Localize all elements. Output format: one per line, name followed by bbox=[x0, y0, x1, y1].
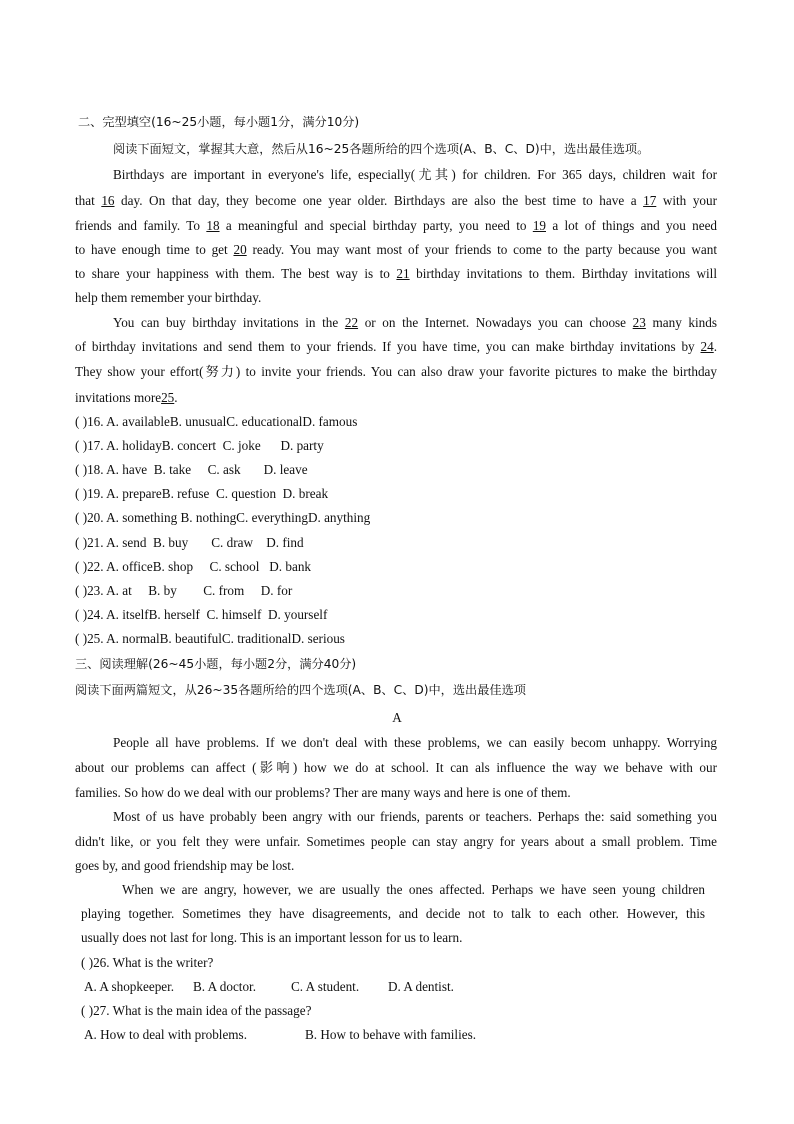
q26-option-b: B. A doctor. bbox=[193, 979, 257, 994]
option-row-20: ( )20. A. something B. nothingC. everythingD. anything bbox=[75, 510, 371, 525]
cloze-p2-line1: You can buy birthday invitations in the 22 or on the Internet. Nowadays you can choose 23 many kinds bbox=[113, 315, 717, 330]
q27-option-b: B. How to behave with families. bbox=[305, 1027, 477, 1042]
cloze-p1-line3: friends and family. To 18 a meaningful and special birthday party, you need to 19 a lot of things and you need bbox=[75, 218, 718, 233]
blank-19: 19 bbox=[532, 218, 546, 233]
passage-a-p2-line3: goes by, and good friendship may be lost. bbox=[75, 858, 295, 873]
passage-a-p2-line2: didn't like, or you felt they were unfair. Sometimes people can stay angry for years about a small problem. Time bbox=[75, 834, 717, 849]
cloze-p2-line2: of birthday invitations and send them to your friends. If you have time, you can make birthday invitations by 24. bbox=[75, 339, 717, 354]
q26-option-c: C. A student. bbox=[291, 979, 360, 994]
q26-option-d: D. A dentist. bbox=[388, 979, 454, 994]
blank-17: 17 bbox=[643, 193, 657, 208]
passage-a-p2-line1: Most of us have probably been angry with our friends, parents or teachers. Perhaps the: said something you bbox=[113, 809, 717, 824]
option-row-17: ( )17. A. holidayB. concert C. joke D. party bbox=[75, 438, 324, 453]
option-row-22: ( )22. A. officeB. shop C. school D. bank bbox=[75, 559, 312, 574]
cloze-p1-line2: that 16 day. On that day, they become one year older. Birthdays are also the best time to have a 17 with your bbox=[75, 193, 717, 208]
passage-a-p3-line1: When we are angry, however, we are usually the ones affected. Perhaps we have seen young children bbox=[122, 882, 705, 897]
cloze-p2-line4: invitations more25. bbox=[75, 390, 178, 405]
cloze-p1-line1: Birthdays are important in everyone's life, especially(尤其) for children. For 365 days, children wait for bbox=[113, 167, 717, 182]
passage-a-p3-line3: usually does not last for long. This is an important lesson for us to learn. bbox=[81, 930, 463, 945]
blank-16: 16 bbox=[101, 193, 115, 208]
q27-option-a: A. How to deal with problems. bbox=[84, 1027, 247, 1042]
passage-a-p1-line3: families. So how do we deal with our problems? Ther are many ways and here is one of them. bbox=[75, 785, 571, 800]
option-row-18: ( )18. A. have B. take C. ask D. leave bbox=[75, 462, 308, 477]
blank-18: 18 bbox=[206, 218, 220, 233]
passage-label: A bbox=[392, 710, 402, 725]
cloze-p1-line6: help them remember your birthday. bbox=[75, 290, 262, 305]
option-row-23: ( )23. A. at B. by C. from D. for bbox=[75, 583, 293, 598]
passage-a-p1-line1: People all have problems. If we don't deal with these problems, we can easily becom unhappy. Worrying bbox=[113, 735, 717, 750]
option-row-21: ( )21. A. send B. buy C. draw D. find bbox=[75, 535, 304, 550]
blank-25: 25 bbox=[161, 390, 175, 405]
blank-24: 24 bbox=[700, 339, 714, 354]
section-heading-cloze: 二、完型填空(16~25小题，每小题1分，满分10分) bbox=[78, 115, 360, 129]
passage-a-p3-line2: playing together. Sometimes they have disagreements, and decide not to talk to each other. However, this bbox=[81, 906, 705, 921]
blank-22: 22 bbox=[344, 315, 359, 330]
blank-20: 20 bbox=[233, 242, 247, 257]
cloze-p1-line4: to have enough time to get 20 ready. You may want most of your friends to come to the party because you want bbox=[75, 242, 718, 257]
cloze-instruction: 阅读下面短文，掌握其大意，然后从16~25各题所给的四个选项(A、B、C、D)中，选出最佳选项。 bbox=[113, 142, 650, 156]
option-row-25: ( )25. A. normalB. beautifulC. traditionalD. serious bbox=[75, 631, 345, 646]
passage-a-p1-line2: about our problems can affect (影响) how we do at school. It can als influence the way we behave with our bbox=[75, 760, 717, 775]
blank-23: 23 bbox=[632, 315, 646, 330]
section-heading-reading: 三、阅读理解(26~45小题，每小题2分，满分40分) bbox=[75, 657, 357, 671]
question-26-stem: ( )26. What is the writer? bbox=[81, 955, 214, 970]
option-row-24: ( )24. A. itselfB. herself C. himself D. yourself bbox=[75, 607, 328, 622]
cloze-p2-line3: They show your effort(努力) to invite your friends. You can also draw your favorite pictures to make the birthday bbox=[75, 364, 717, 379]
cloze-p1-line5: to share your happiness with them. The best way is to 21 birthday invitations to them. Birthday invitations will bbox=[75, 266, 717, 281]
blank-21: 21 bbox=[396, 266, 410, 281]
reading-instruction: 阅读下面两篇短文，从26~35各题所给的四个选项(A、B、C、D)中，选出最佳选项 bbox=[75, 683, 526, 697]
option-row-19: ( )19. A. prepareB. refuse C. question D. break bbox=[75, 486, 329, 501]
question-27-stem: ( )27. What is the main idea of the passage? bbox=[81, 1003, 312, 1018]
option-row-16: ( )16. A. availableB. unusualC. educationalD. famous bbox=[75, 414, 358, 429]
q26-option-a: A. A shopkeeper. bbox=[84, 979, 175, 994]
